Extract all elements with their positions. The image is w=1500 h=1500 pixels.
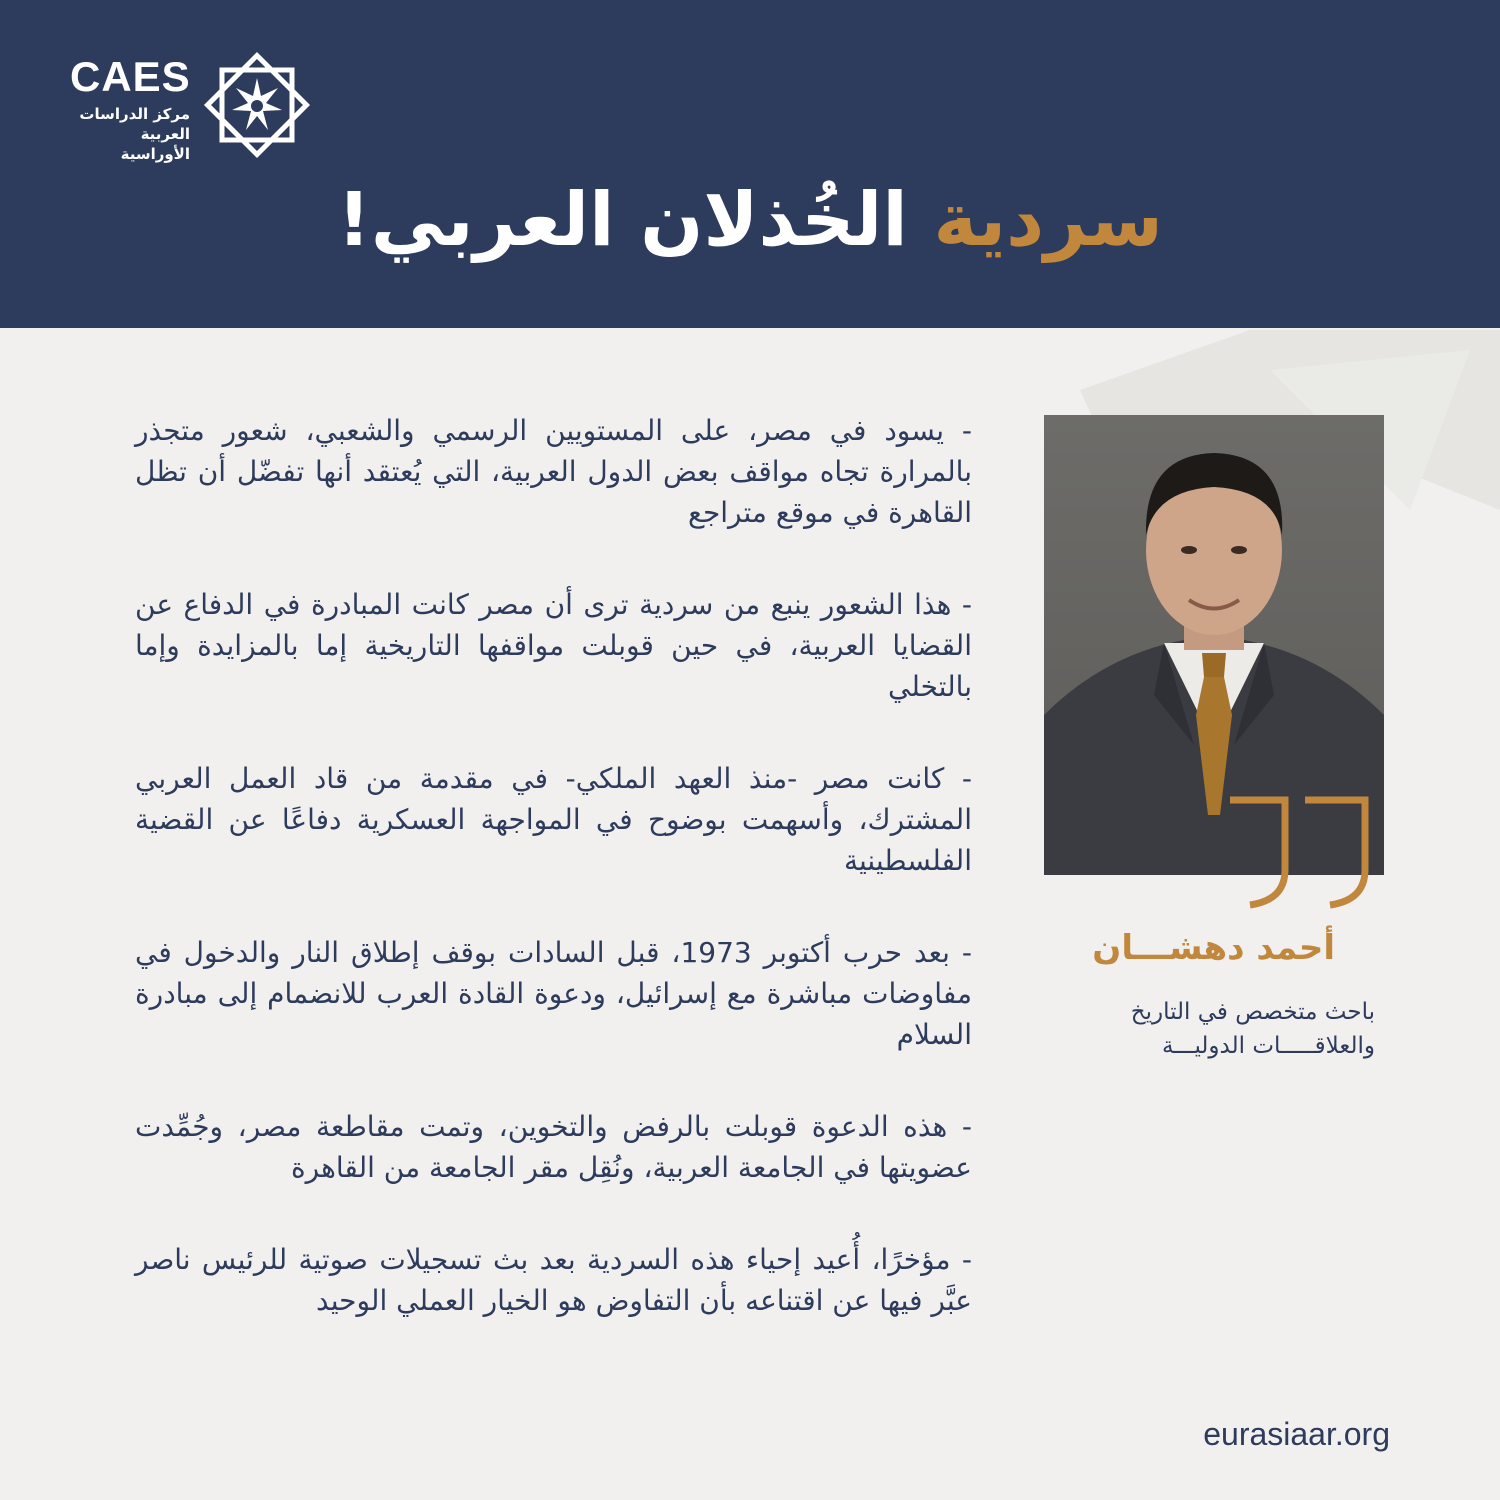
- article-body: [135, 410, 972, 1372]
- author-name: أحمد دهشـــان: [1092, 928, 1335, 968]
- quote-icon: [1225, 795, 1370, 910]
- star-logo-icon: [198, 48, 316, 163]
- paragraph-4: - بعد حرب أكتوبر 1973، قبل السادات بوقف إطلاق النار والدخول في مفاوضات مباشرة مع إسرائيل، ودعوة القادة العرب للانضمام إلى مبادرة السلام: [135, 936, 972, 1051]
- caes-logo: [70, 48, 320, 163]
- author-role-line2: والعلاقـــــات الدوليـــة: [1161, 1033, 1375, 1059]
- logo-subtitle: [70, 104, 190, 164]
- author-role: [1040, 995, 1375, 1063]
- website-link[interactable]: eurasiaar.org: [1203, 1416, 1390, 1452]
- author-role-line1: باحث متخصص في التاريخ: [1130, 999, 1375, 1025]
- paragraph-5: - هذه الدعوة قوبلت بالرفض والتخوين، وتمت مقاطعة مصر، وجُمِّدت عضويتها في الجامعة العربية، ونُقِل مقر الجامعة من القاهرة: [135, 1110, 972, 1184]
- title-accent: سردية: [933, 177, 1163, 263]
- title-rest: الخُذلان العربي!: [337, 177, 908, 263]
- page-title: [150, 170, 1350, 270]
- header-banner: [0, 0, 1500, 328]
- paragraph-2: - هذا الشعور ينبع من سردية ترى أن مصر كانت المبادرة في الدفاع عن القضايا العربية، في حين قوبلت مواقفها التاريخية إما بالمزايدة وإما بالتخلي: [135, 588, 972, 703]
- paragraph-1: - يسود في مصر، على المستويين الرسمي والشعبي، شعور متجذر بالمرارة تجاه مواقف بعض الدول العربية، التي يُعتقد أنها تفضّل أن تظل القاهرة في موقع متراجع: [135, 414, 972, 529]
- paragraph-3: - كانت مصر -منذ العهد الملكي- في مقدمة من قاد العمل العربي المشترك، وأسهمت بوضوح في المواجهة العسكرية دفاعًا عن القضية الفلسطينية: [135, 762, 972, 877]
- paragraph-6: - مؤخرًا، أُعيد إحياء هذه السردية بعد بث تسجيلات صوتية للرئيس ناصر عبَّر فيها عن اقتناعه بأن التفاوض هو الخيار العملي الوحيد: [135, 1243, 972, 1317]
- logo-text: CAES: [70, 53, 191, 100]
- logo-subtitle-line1: مركز الدراسات: [79, 105, 190, 123]
- logo-subtitle-line2: العربية الأوراسية: [120, 125, 190, 163]
